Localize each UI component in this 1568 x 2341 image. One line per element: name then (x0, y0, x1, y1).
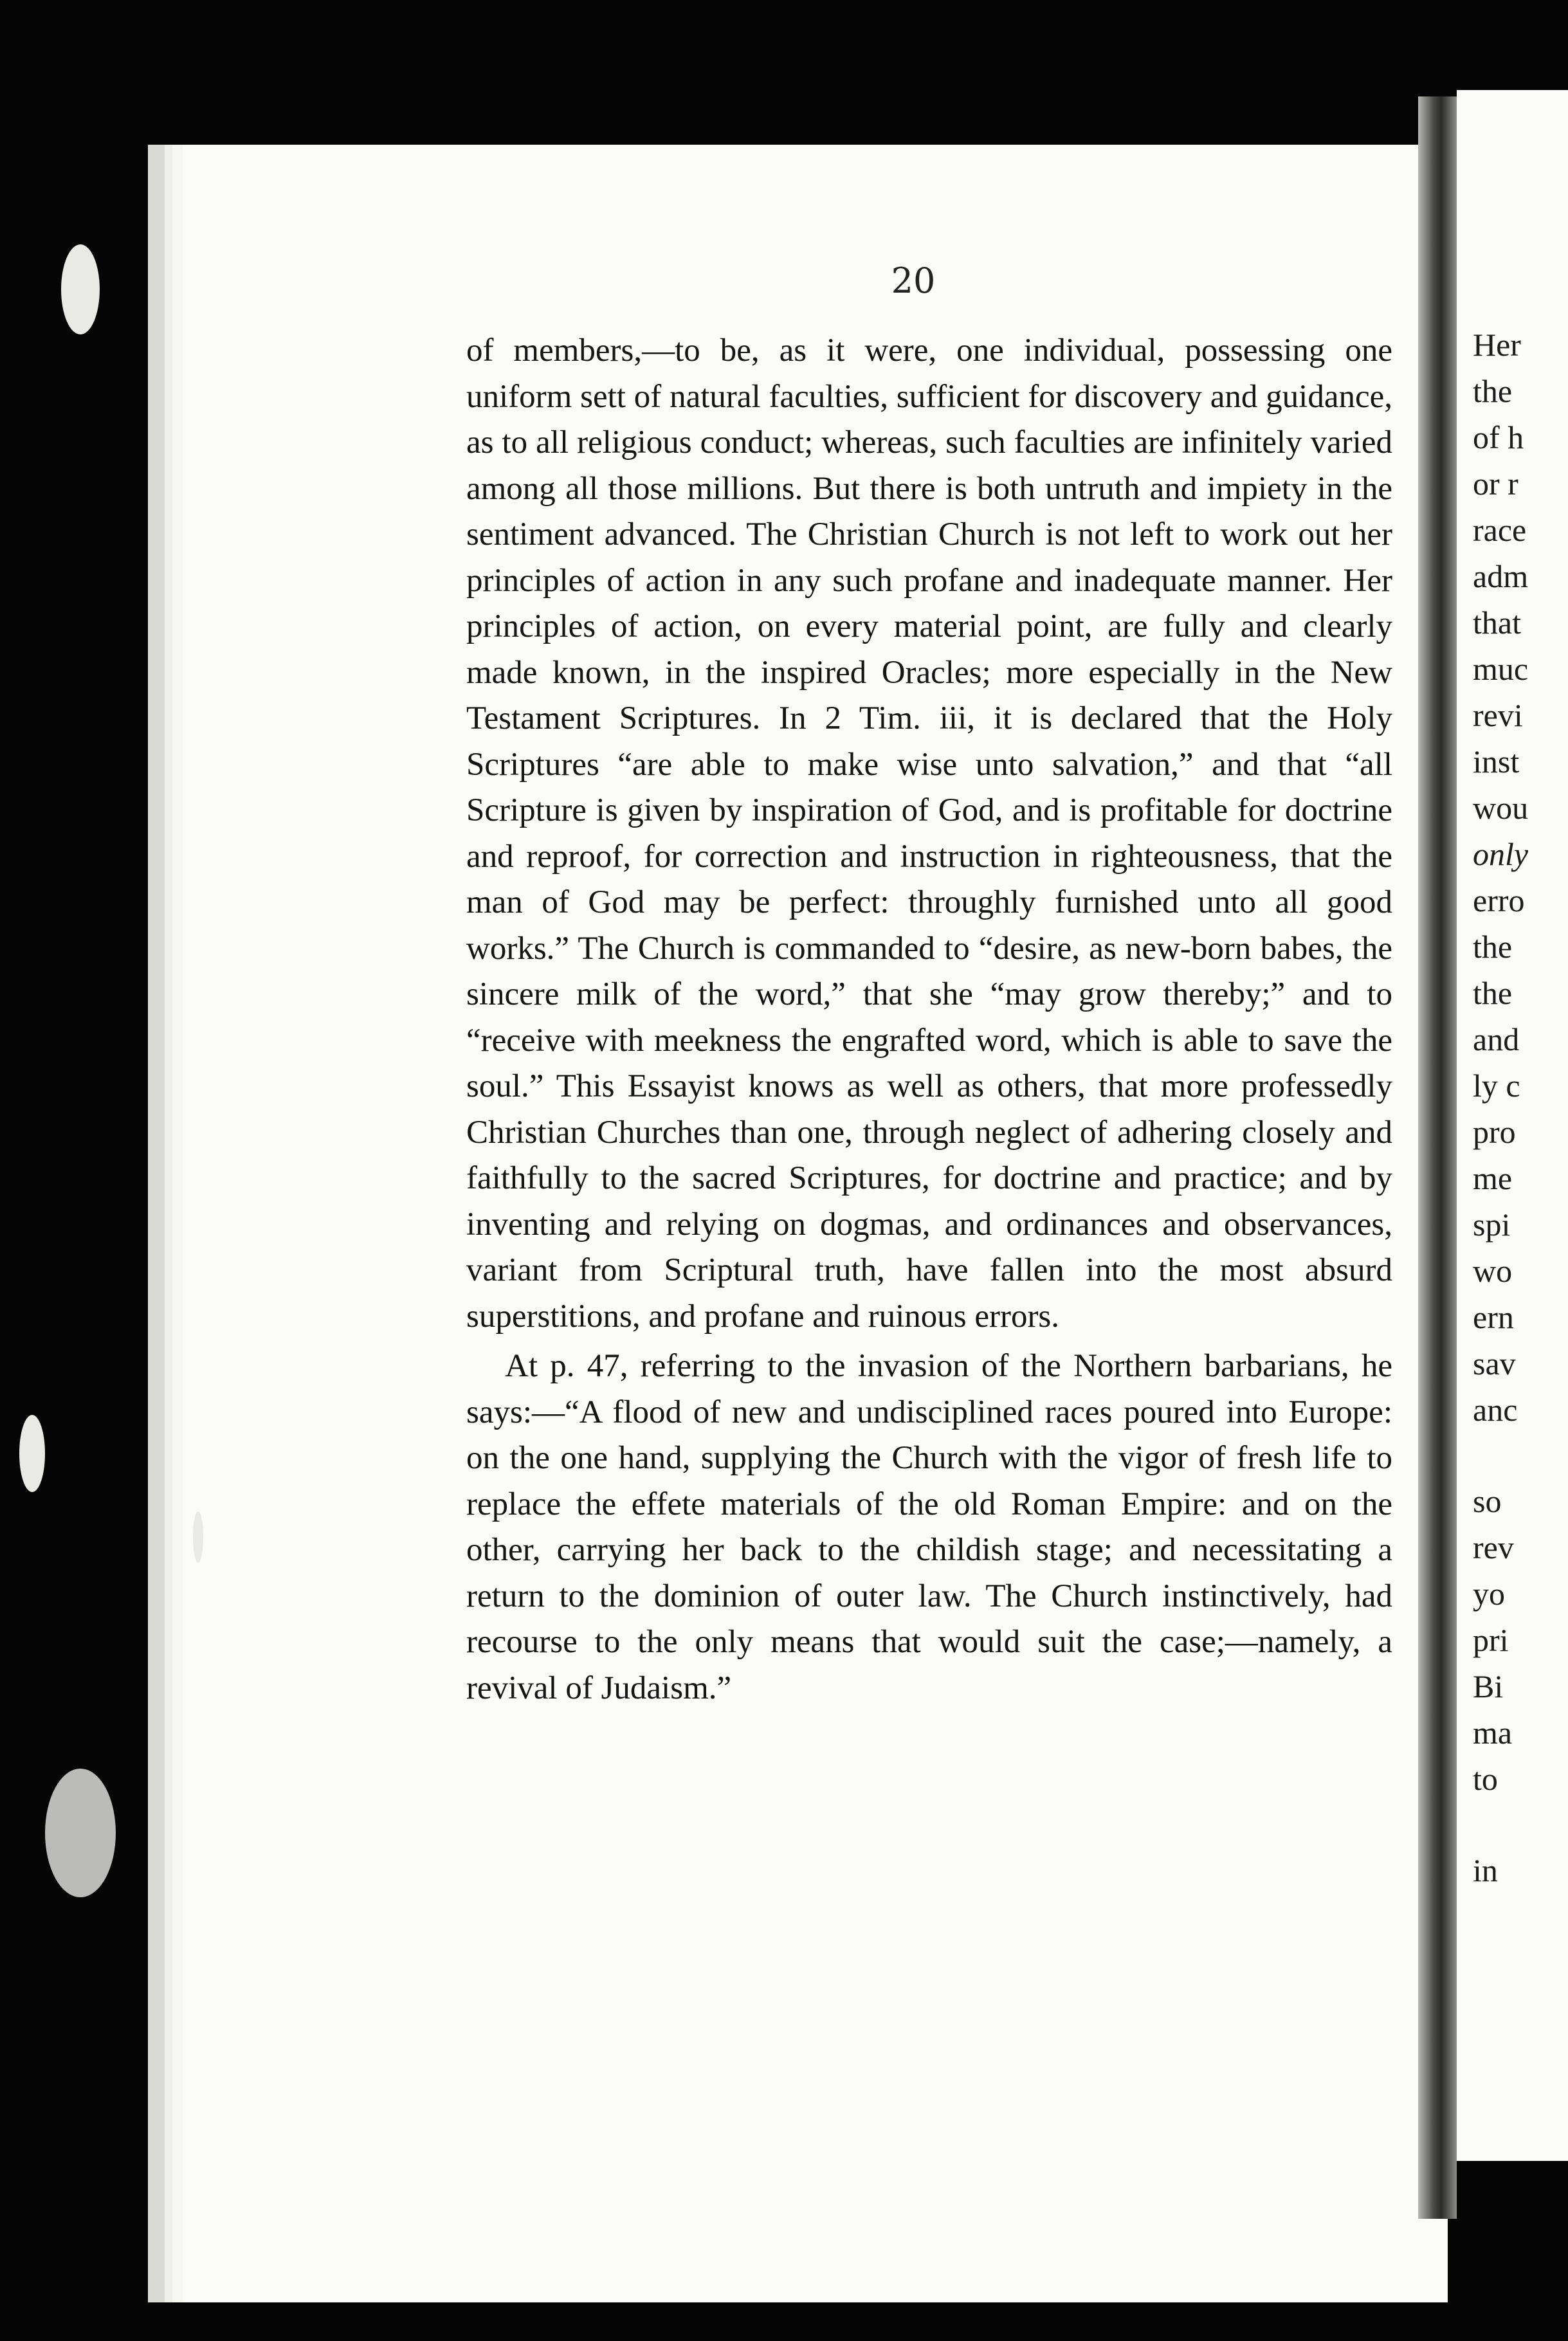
line-fragment: yo (1473, 1576, 1505, 1612)
line-fragment: and (1473, 1021, 1520, 1057)
line-fragment: of h (1473, 419, 1524, 455)
line-fragment: adm (1473, 558, 1529, 594)
facing-page-text (1473, 322, 1568, 1893)
line-fragment: sav (1473, 1345, 1516, 1381)
line-fragment: to (1473, 1761, 1498, 1797)
line-fragment: wou (1473, 790, 1529, 826)
line-fragment: rev (1473, 1529, 1514, 1565)
paragraph: At p. 47, referring to the invasion of the Northern barbarians, he says:—“A flood of new and undisciplined races poured into Europe: on the one hand, supplying the Church with the vigor of fresh life to replace the effete materials of the old Roman Empire: and on the other, carrying her back to the childish stage; and necessitating a return to the dominion of outer law. The Church instinctively, had recourse to the only means that would suit the case;—namely, a revival of Judaism.” (466, 1348, 1392, 1706)
line-fragment: or r (1473, 466, 1518, 502)
line-fragment: race (1473, 512, 1527, 548)
line-fragment: pri (1473, 1622, 1509, 1658)
line-fragment: Her (1473, 327, 1521, 363)
line-fragment: anc (1473, 1392, 1518, 1428)
page-number: 20 (891, 260, 936, 301)
line-gap (1473, 1802, 1568, 1847)
line-fragment: the (1473, 975, 1513, 1011)
line-fragment: only (1473, 836, 1529, 872)
line-fragment: Bi (1473, 1668, 1504, 1704)
scan-noise (193, 1511, 203, 1563)
line-fragment: the (1473, 929, 1513, 965)
scan-noise (19, 1415, 45, 1492)
page-body-text (466, 328, 1392, 1711)
book-gutter (1418, 96, 1457, 2219)
line-fragment: in (1473, 1852, 1498, 1888)
line-fragment: inst (1473, 743, 1520, 779)
line-gap (1473, 1433, 1568, 1478)
line-fragment: erro (1473, 882, 1525, 918)
line-fragment: ma (1473, 1715, 1513, 1751)
paragraph: of members,—to be, as it were, one individual, possessing one uniform sett of natural faculties, sufficient for discovery and guidance, as to all religious conduct; whereas, such faculties are infinitely varied among all those millions. But there is both untruth and impiety in the sentiment advanced. The Christian Church is not left to work out her principles of action in any such profane and inadequate manner. Her principles of action, on every material point, are fully and clearly made known, in the inspired Oracles; more especially in the New Testament Scriptures. In 2 Tim. iii, it is declared that the Holy Scriptures “are able to make wise unto salvation,” and that “all Scripture is given by inspiration of God, and is profitable for doctrine and reproof, for correction and instruction in righteousness, that the man of God may be perfect: throughly furnished unto all good works.” The Church is commanded to “desire, as new-born babes, the sincere milk of the word,” that she “may grow thereby;” and to “receive with meekness the engrafted word, which is able to save the soul.” This Essayist knows as well as others, that more professedly Christian Churches than one, through neglect of adhering closely and faithfully to the sacred Scriptures, for doctrine and practice; and by inventing and relying on dogmas, and ordinances and observances, variant from Scriptural truth, have fallen into the most absurd superstitions, and profane and ruinous errors. (466, 332, 1392, 1334)
line-fragment: that (1473, 605, 1521, 641)
line-fragment: me (1473, 1160, 1513, 1196)
line-fragment: so (1473, 1483, 1502, 1519)
line-fragment: revi (1473, 697, 1523, 733)
line-fragment: spi (1473, 1207, 1511, 1243)
scan-noise (45, 1769, 116, 1897)
line-fragment: ern (1473, 1299, 1514, 1335)
line-fragment: wo (1473, 1253, 1513, 1289)
line-fragment: muc (1473, 651, 1529, 687)
line-fragment: ly c (1473, 1068, 1520, 1104)
line-fragment: the (1473, 373, 1513, 409)
scan-noise (61, 244, 100, 334)
line-fragment: pro (1473, 1114, 1516, 1150)
